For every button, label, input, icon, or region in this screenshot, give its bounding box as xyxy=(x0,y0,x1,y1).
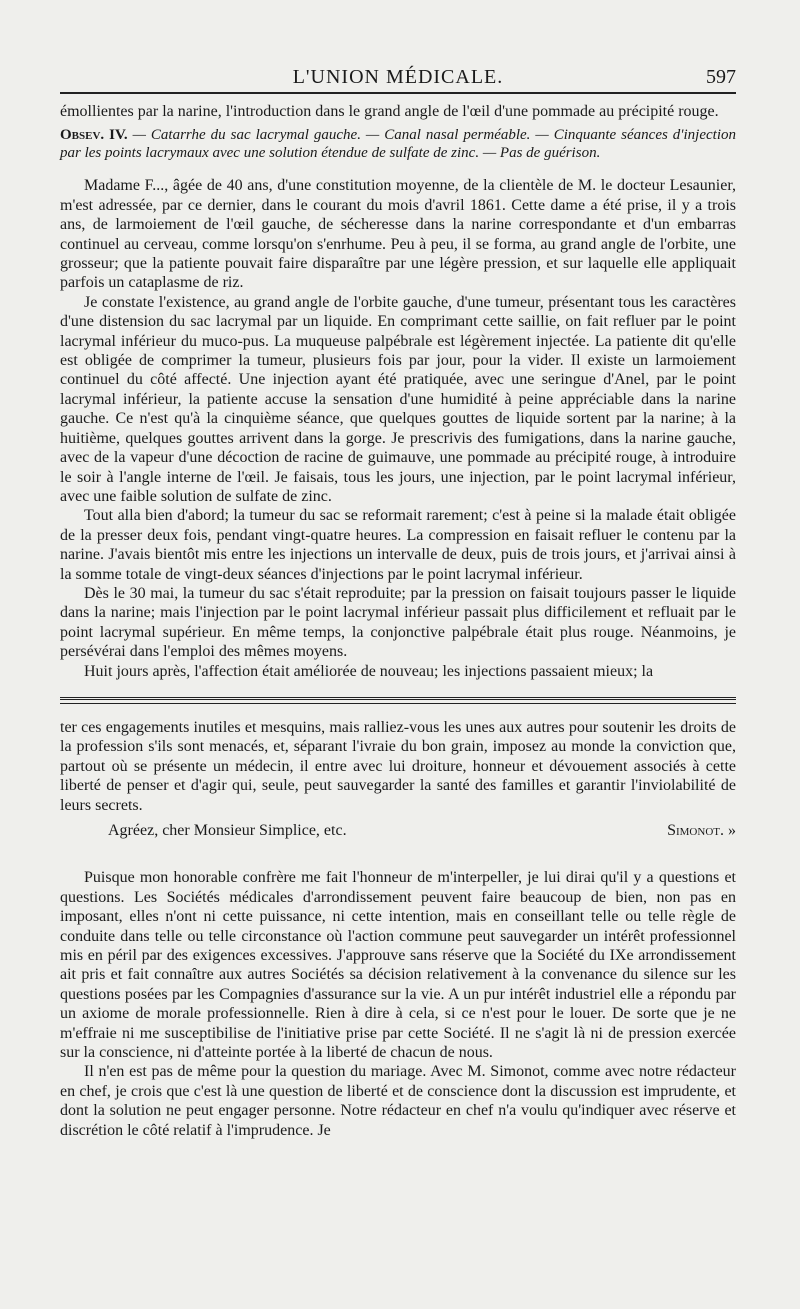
page-header xyxy=(60,0,736,96)
opening-paragraph: émollientes par la narine, l'introduction dans le grand angle de l'œil d'une pommade au précipité rouge. xyxy=(60,103,719,120)
observation-label: Obsev. IV. xyxy=(60,127,128,144)
case-paragraph-1: Madame F..., âgée de 40 ans, d'une constitution moyenne, de la clientèle de M. le docteur Lesaunier, m'est adressée, par ce dernier, dans le courant du mois d'avril 1861. Cette dame a été prise, il y a trois ans, de larmoiement de l'œil gauche, de sécheresse dans la narine correspondante et d'un embarras continuel au cerveau, comme lorsqu'on s'enrhume. Peu à peu, il se forma, au grand angle de l'orbite, une grosseur; que la patiente pouvait faire disparaître par une légère pression, et sur laquelle elle appliquait parfois un cataplasme de riz. xyxy=(60,177,736,292)
observation-heading xyxy=(60,127,736,162)
case-paragraph-4: Dès le 30 mai, la tumeur du sac s'était reproduite; par la pression on faisait toujours passer le liquide dans la narine; mais l'injection par le point lacrymal inférieur passait plus difficilement et refluait par le point lacrymal supérieur. En même temps, la conjonctive palpébrale était plus rouge. Néanmoins, je persévérai dans l'emploi des mêmes moyens. xyxy=(60,584,736,661)
feuilleton-separator xyxy=(60,697,736,704)
closing-line xyxy=(60,821,736,840)
spacer xyxy=(60,840,736,868)
case-paragraph-3: Tout alla bien d'abord; la tumeur du sac se reformait rarement; c'est à peine si la malade était obligée de la presser deux fois, pendant vingt-quatre heures. La compression en faisait refluer le contenu par la narine. J'avais bientôt mis entre les injections un intervalle de deux, puis de trois jours, et j'arrivai ainsi à la somme totale de vingt-deux séances d'injections par le point lacrymal inférieur. xyxy=(60,507,736,583)
closing-formula: Agréez, cher Monsieur Simplice, etc. xyxy=(108,822,347,839)
header-rule xyxy=(60,92,736,94)
case-paragraph-5: Huit jours après, l'affection était améliorée de nouveau; les injections passaient mieux; la xyxy=(84,662,654,680)
running-title: L'UNION MÉDICALE. xyxy=(292,66,504,88)
feuilleton-body xyxy=(60,718,736,1140)
case-paragraph-2: Je constate l'existence, au grand angle de l'orbite gauche, d'une tumeur, présentant tous les caractères d'une distension du sac lacrymal par un liquide. En comprimant cette saillie, on fait refluer par le point lacrymal inférieur du muco-pus. La muqueuse palpébrale est légèrement injectée. La patiente dit qu'elle est obligée de comprimer la tumeur, plusieurs fois par jour, pour la vider. Il existe un larmoiement continuel du côté affecté. Une injection ayant été pratiquée, avec une seringue d'Anel, par le point lacrymal inférieur, la patiente accuse la sensation d'une humidité à peine appréciable dans la narine gauche. Ce n'est qu'à la cinquième séance, que quelques gouttes de liquide sortent par la narine; à la huitième, quelques gouttes arrivent dans la gorge. Je prescrivis des fumigations, dans la narine gauche, avec de la vapeur d'une décoction de racine de guimauve, une pommade au précipité rouge, à introduire le soir à l'angle interne de l'œil. Je faisais, tous les jours, une injection, par le point lacrymal inférieur, avec une faible solution de sulfate de zinc. xyxy=(60,293,736,505)
feuilleton-paragraph-3: Il n'en est pas de même pour la question du mariage. Avec M. Simonot, comme avec notre rédacteur en chef, je crois que c'est là une question de liberté et de conscience dont la discussion est imprudente, et dont la solution ne peut engager personne. Notre rédacteur en chef n'a voulu qu'indiquer avec réserve et discrétion le côté relatif à l'imprudence. Je xyxy=(60,1063,736,1139)
signature: Simonot. » xyxy=(667,822,736,839)
article-body xyxy=(60,102,736,681)
feuilleton-paragraph-1: ter ces engagements inutiles et mesquins, mais ralliez-vous les unes aux autres pour soutenir les droits de la profession s'ils sont menacés, et, séparant l'ivraie du bon grain, imposez au monde la conviction que, partout où se présente un médecin, il entre avec lui droiture, honneur et dévouement associés à cette liberté de penser et d'agir qui, seule, peut sauvegarder la santé des familles et garantir l'inviolabilité de leurs secrets. xyxy=(60,718,736,814)
feuilleton-paragraph-2: Puisque mon honorable confrère me fait l'honneur de m'interpeller, je lui dirai qu'il y a questions et questions. Les Sociétés médicales d'arrondissement peuvent faire beaucoup de bien, non pas en imposant, elles n'ont ni cette puissance, ni cette intention, mais en conseillant telle ou telle règle de conduite dans telle ou telle circonstance où l'action commune peut sauvegarder un intérêt professionnel mis en péril par des exigences excessives. J'approuve sans réserve que la Société du IXe arrondissement ait pris et fait connaître aux autres Sociétés sa décision relativement à la convenance du silence sur les questions posées par les Compagnies d'assurance sur la vie. A un pur intérêt industriel elle a répondu par un axiome de morale professionnelle. Rien à dire à cela, si ce n'est pour le louer. De sorte que je ne m'effraie ni me susceptibilise de l'initiative prise par cette Société. Il ne s'agit là ni de pression exercée sur la conscience, ni d'atteinte portée à la liberté de chacun de nous. xyxy=(60,869,736,1062)
page-number: 597 xyxy=(706,66,736,88)
spacer xyxy=(60,162,736,176)
observation-title: — Catarrhe du sac lacrymal gauche. — Canal nasal perméable. — Cinquante séances d'injection par les points lacrymaux avec une solution étendue de sulfate de zinc. — Pas de guérison. xyxy=(60,127,737,161)
